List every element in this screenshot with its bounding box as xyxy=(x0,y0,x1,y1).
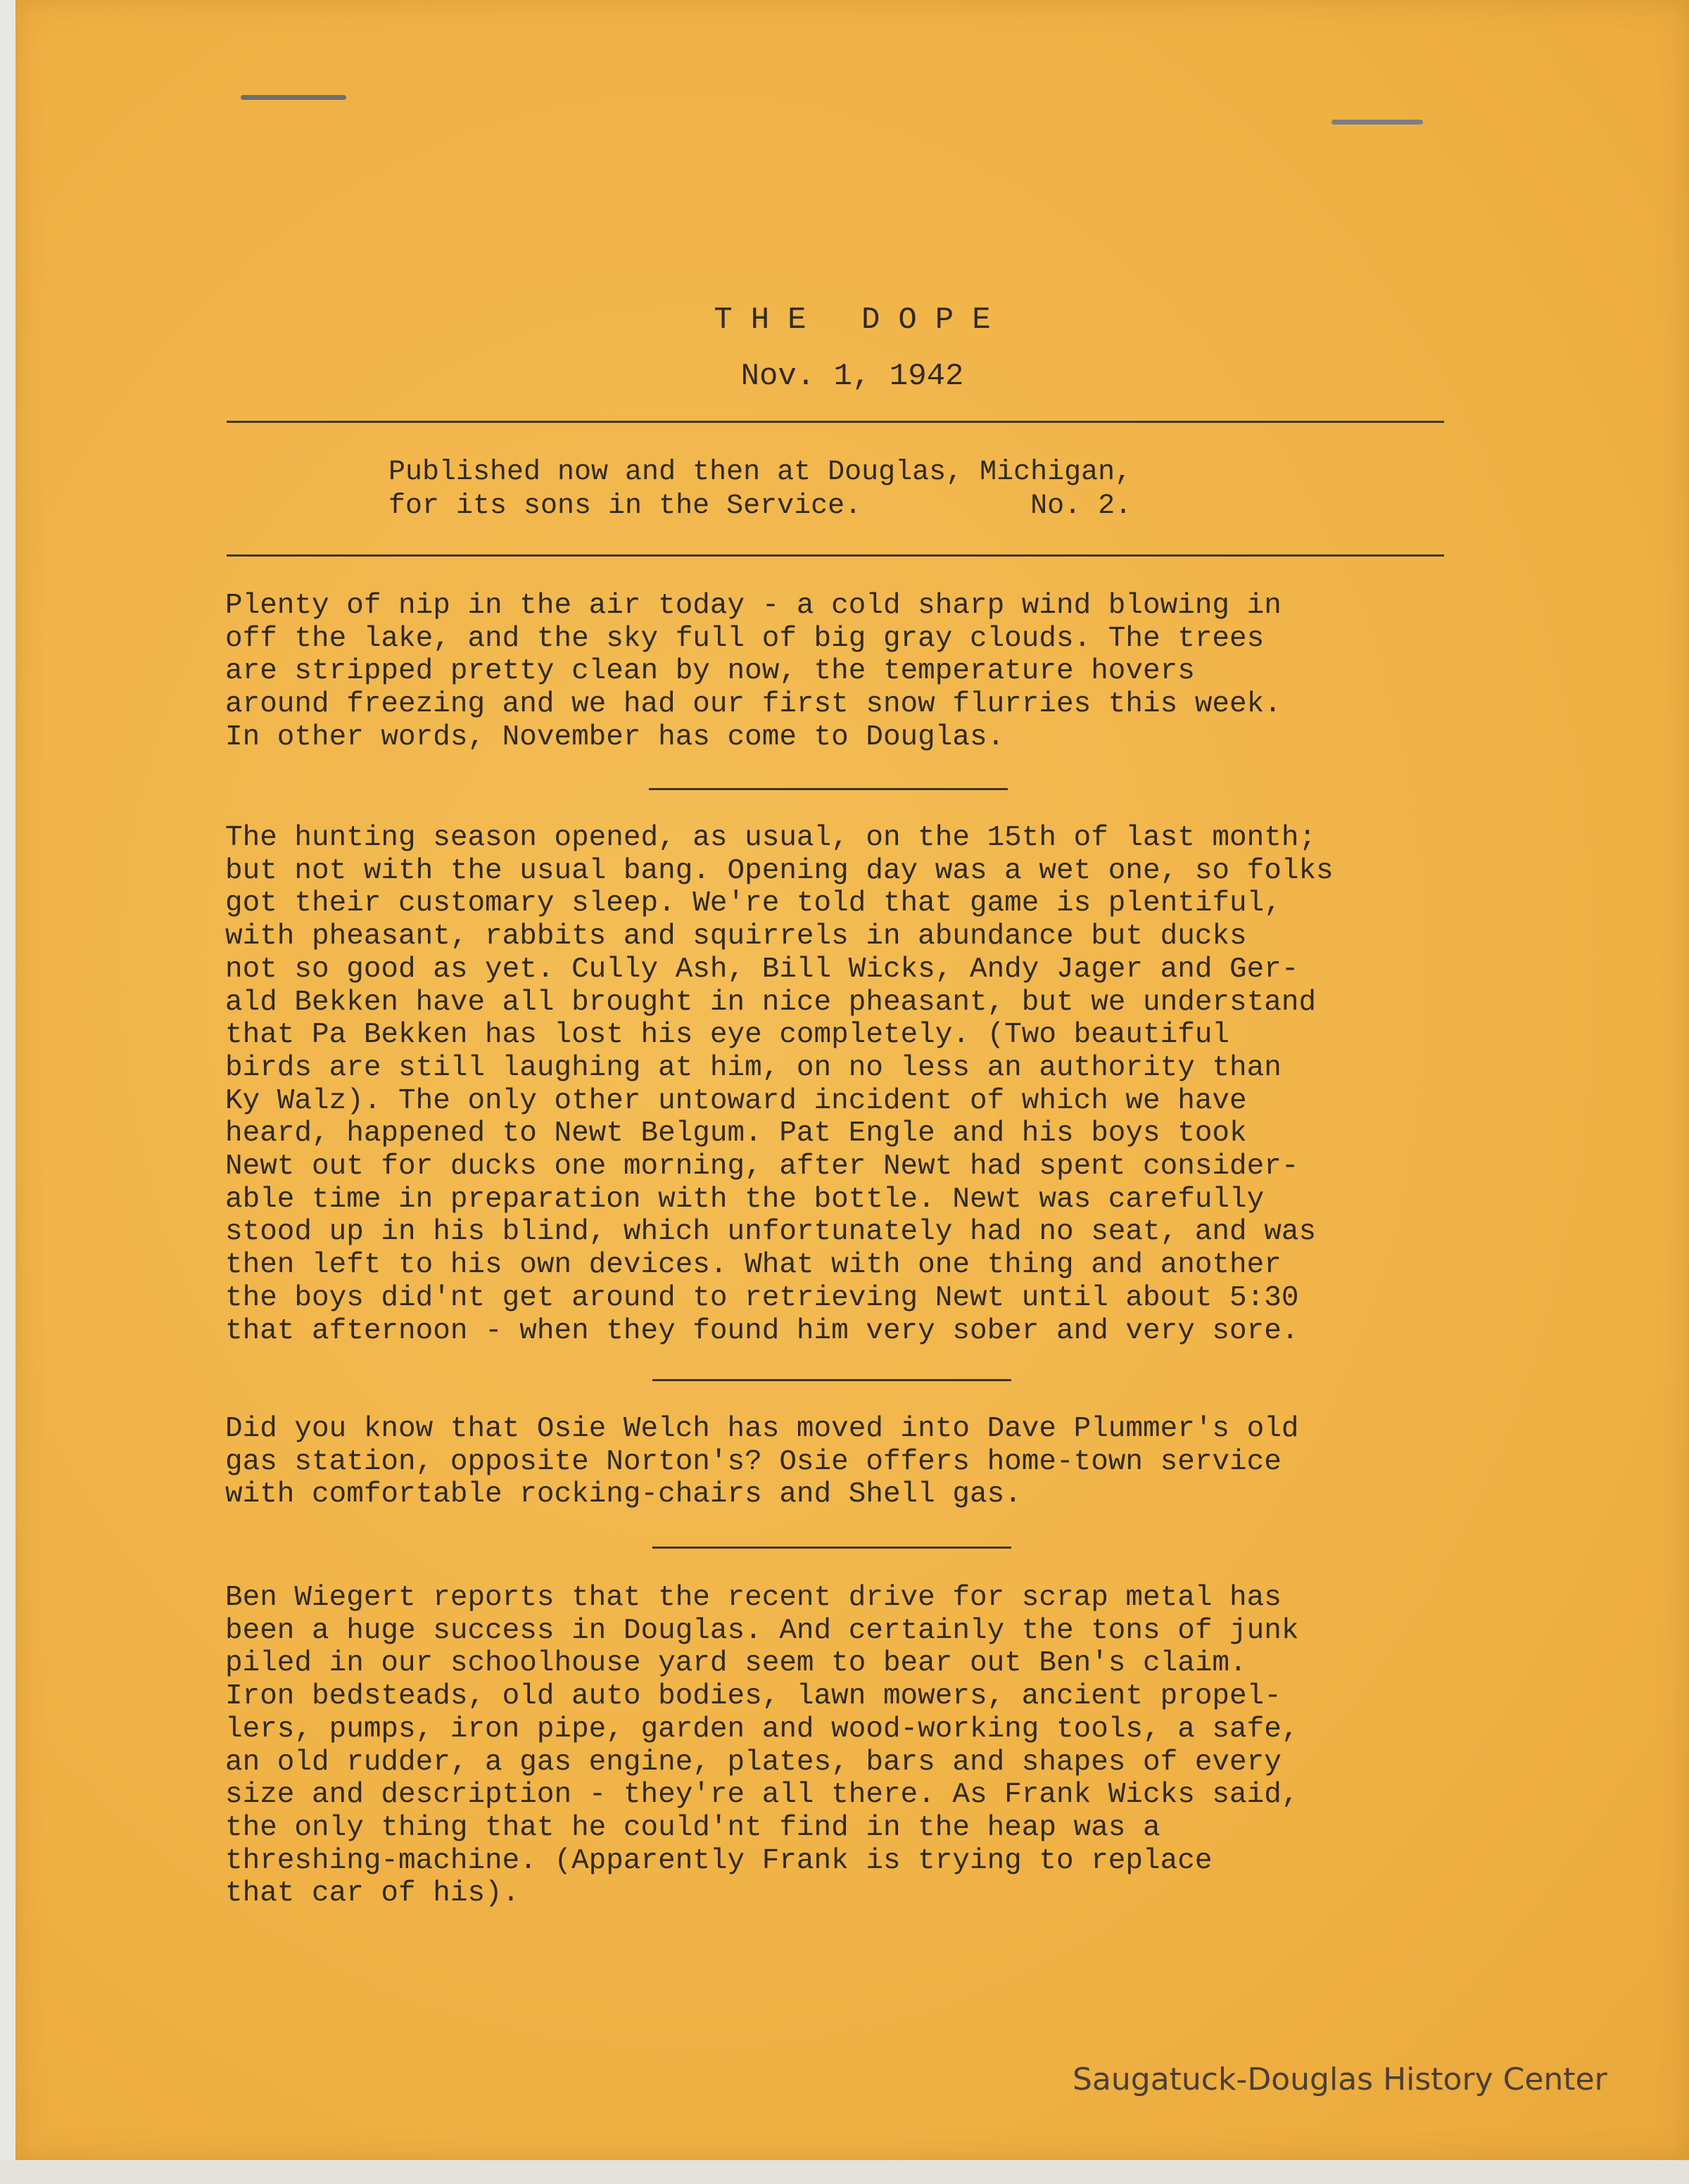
divider-bottom xyxy=(227,554,1444,557)
section-separator xyxy=(649,788,1008,790)
newsletter-title: THE DOPE xyxy=(714,303,1009,338)
paragraph-scrap-metal: Ben Wiegert reports that the recent drive for scrap metal has been a huge success in Douglas. And certainly the tons of junk piled in our schoolhouse yard seem to bear out Ben's claim. Iron bedsteads, old auto bodies, lawn mowers, ancient propel- lers, pumps, iron pipe, garden and wood-working tools, a safe, an old rudder, a gas engine, plates, bars and shapes of every size and description - they're all there. As Frank Wicks said, the only thing that he could'nt find in the heap was a threshing-machine. (Apparently Frank is trying to replace that car of his). xyxy=(225,1582,1299,1910)
paragraph-gas-station: Did you know that Osie Welch has moved into Dave Plummer's old gas station, opposite Norton's? Osie offers home-town service with comfortable rocking-chairs and Shell gas. xyxy=(225,1413,1299,1511)
scan-edge xyxy=(0,2160,1689,2184)
issue-number: No. 2. xyxy=(1030,490,1132,522)
staple xyxy=(241,95,346,100)
staple xyxy=(1331,120,1423,125)
archive-watermark: Saugatuck-Douglas History Center xyxy=(1073,2062,1607,2097)
paragraph-hunting: The hunting season opened, as usual, on the 15th of last month; but not with the usual bang. Opening day was a wet one, so folks got their customary sleep. We're told that game is plentiful, with pheasant, rabbits and squirrels in abundance but ducks not so good as yet. Cully Ash, Bill Wicks, Andy Jager and Ger- ald Bekken have all brought in nice pheasant, but we understand that Pa Bekken has lost his eye completely. (Two beautiful birds are still laughing at him, on no less an authority than Ky Walz). The only other untoward incident of which we have heard, happened to Newt Belgum. Pat Engle and his boys took Newt out for ducks one morning, after Newt had spent consider- able time in preparation with the bottle. Newt was carefully stood up in his blind, which unfortunately had no seat, and was then left to his own devices. What with one thing and another the boys did'nt get around to retrieving Newt until about 5:30 that afternoon - when they found him very sober and very sore. xyxy=(225,822,1334,1347)
paragraph-weather: Plenty of nip in the air today - a cold sharp wind blowing in off the lake, and the sky full of big gray clouds. The trees are stripped pretty clean by now, the temperature hovers around freezing and we had our first snow flurries this week. In other words, November has come to Douglas. xyxy=(225,590,1282,754)
service-line: for its sons in the Service. xyxy=(388,490,862,522)
publication-info xyxy=(388,456,1132,523)
issue-date: Nov. 1, 1942 xyxy=(740,359,964,394)
newsletter-page xyxy=(15,0,1689,2160)
section-separator xyxy=(652,1379,1011,1381)
divider-top xyxy=(227,421,1444,423)
section-separator xyxy=(652,1547,1011,1549)
published-line: Published now and then at Douglas, Michigan, xyxy=(388,457,1132,488)
